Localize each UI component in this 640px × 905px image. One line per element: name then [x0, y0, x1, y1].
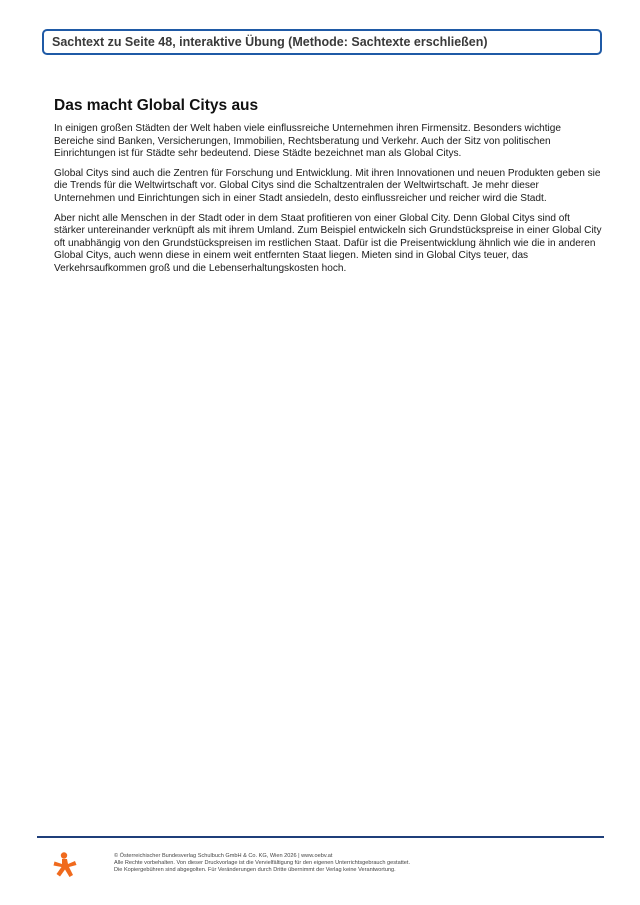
footer-line-2: Alle Rechte vorbehalten. Von dieser Druckvorlage ist die Vervielfältigung für den eigenen Unterrichtsgebrauch gestattet. — [114, 860, 411, 867]
paragraph-1: In einigen großen Städten der Welt haben viele einflussreiche Unternehmen ihren Firmensitz. Besonders wichtige Bereiche sind Banken, Versicherungen, Immobilien, Rechtsberatung und Verkehr. Auch der Sitz von politischen Einrichtungen ist für Städte sehr bedeutend. Diese Städte bezeichnet man als Global Citys. — [54, 123, 562, 160]
header-box — [42, 29, 602, 55]
paragraph-2: Global Citys sind auch die Zentren für Forschung und Entwicklung. Mit ihren Innovationen und neuen Produkten geben sie die Trends für die Weltwirtschaft vor. Global Citys sind die Schaltzentralen der Weltwirtschaft. Je mehr dieser Unternehmen und Einrichtungen sich in einer Stadt ansiedeln, desto einflussreicher und reicher wird die Stadt. — [54, 167, 601, 204]
page-title: Sachtext zu Seite 48, interaktive Übung (Methode: Sachtexte erschließen) — [52, 35, 488, 49]
footer-copyright — [114, 853, 584, 875]
paragraph-3: Aber nicht alle Menschen in der Stadt oder in dem Staat profitieren von einer Global City. Denn Global Citys sind oft stärker untereinander verknüpft als mit ihrem Umland. Zum Beispiel entwickeln sich Grundstückspreise in einer Global City oft unabhängig von den Grundstückspreisen im restlichen Staat. Dafür ist die Preisentwicklung ähnlich wie die in anderen Global Citys, auch wenn diese in einem weit entfernten Staat liegen. Mieten sind in Global Citys teuer, das Verkehrsaufkommen groß und die Lebenserhaltungskosten hoch. — [54, 212, 602, 274]
document-body — [54, 97, 602, 283]
footer-line-3: Die Kopiergebühren sind abgegolten. Für Veränderungen durch Dritte übernimmt der Verlag keine Verantwortung. — [114, 867, 396, 874]
document-heading: Das macht Global Citys aus — [54, 97, 259, 114]
footer-line-1: © Österreichischer Bundesverlag Schulbuch GmbH & Co. KG, Wien 2026 | www.oebv.at — [114, 853, 333, 859]
footer-divider — [37, 836, 604, 838]
publisher-logo-icon — [51, 851, 79, 879]
